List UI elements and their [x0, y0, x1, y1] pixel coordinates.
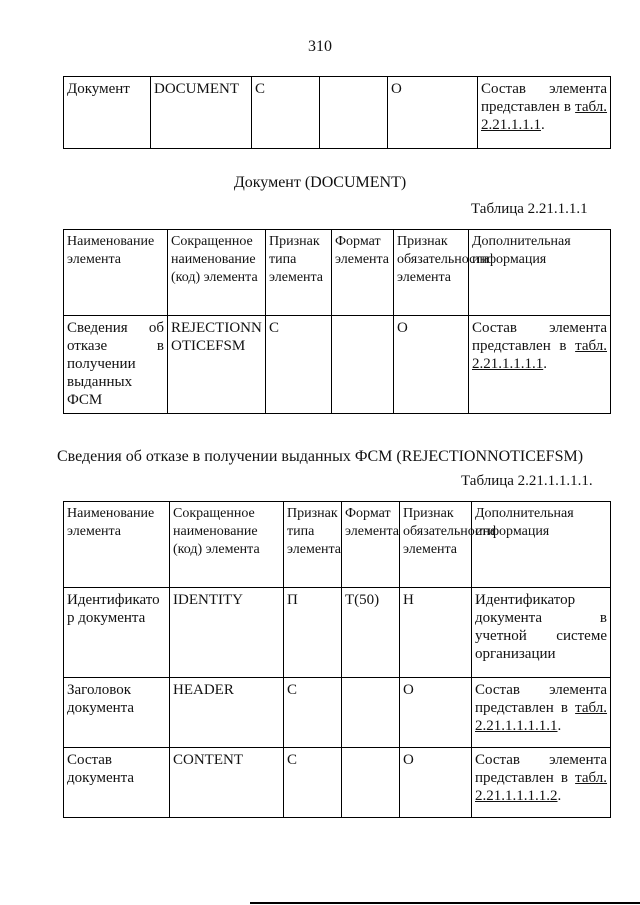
element-name: Идентификатор документа: [64, 588, 170, 678]
header-format: Формат элемента: [342, 502, 400, 588]
element-type: С: [266, 316, 332, 414]
element-type: П: [284, 588, 342, 678]
info-text: Состав элемента представлен в: [481, 81, 607, 115]
element-info: [469, 316, 611, 414]
element-code: DOCUMENT: [151, 77, 252, 149]
element-required: О: [400, 748, 472, 818]
table-number: Таблица 2.21.1.1.1: [471, 201, 588, 217]
element-info: [472, 678, 611, 748]
table-row: [64, 588, 611, 678]
header-code: Сокращенное наименование (код) элемента: [170, 502, 284, 588]
element-required: Н: [400, 588, 472, 678]
table-row: [64, 316, 611, 414]
header-info: Дополнительная информация: [469, 230, 611, 316]
rejection-notice-table: [63, 501, 611, 818]
table-header-row: [64, 230, 611, 316]
element-type: С: [252, 77, 320, 149]
info-text: Состав элемента представлен в: [472, 320, 607, 354]
header-type: Признак типа элемента: [284, 502, 342, 588]
section-title: Документ (DOCUMENT): [233, 174, 407, 191]
element-format: [332, 316, 394, 414]
element-info: [478, 77, 611, 149]
info-suffix: .: [557, 788, 562, 804]
table-header-row: [64, 502, 611, 588]
section-title: Сведения об отказе в получении выданных ФСМ (REJECTIONNOTICEFSM): [56, 448, 584, 465]
element-format: [320, 77, 388, 149]
document-row-table: [63, 76, 611, 149]
element-name: Сведения об отказе в получении выданных ФСМ: [64, 316, 168, 414]
page-edge-line: [250, 902, 640, 904]
element-code: IDENTITY: [170, 588, 284, 678]
element-name: Документ: [64, 77, 151, 149]
element-required: О: [400, 678, 472, 748]
element-name: Состав документа: [64, 748, 170, 818]
element-format: T(50): [342, 588, 400, 678]
element-type: С: [284, 748, 342, 818]
table-row: [64, 748, 611, 818]
document-elements-table: [63, 229, 611, 414]
table-reference-link[interactable]: табл. 2.21.1.1.1.1.2: [475, 770, 608, 804]
header-name: Наименование элемента: [64, 230, 168, 316]
element-code: HEADER: [170, 678, 284, 748]
info-text: Состав элемента представлен в: [475, 752, 607, 786]
page-number: 310: [308, 38, 332, 55]
table-reference-link[interactable]: табл. 2.21.1.1.1.1.1: [475, 700, 608, 734]
header-name: Наименование элемента: [64, 502, 170, 588]
element-code: CONTENT: [170, 748, 284, 818]
element-type: С: [284, 678, 342, 748]
info-suffix: .: [557, 718, 562, 734]
header-required: Признак обязательности элемента: [394, 230, 469, 316]
table-number: Таблица 2.21.1.1.1.1.: [461, 473, 593, 489]
header-required: Признак обязательности элемента: [400, 502, 472, 588]
table-reference-link[interactable]: табл. 2.21.1.1.1.1: [472, 338, 608, 372]
info-text: Состав элемента представлен в: [475, 682, 607, 716]
info-suffix: .: [543, 356, 547, 372]
element-info: [472, 748, 611, 818]
element-required: О: [388, 77, 478, 149]
header-code: Сокращенное наименование (код) элемента: [168, 230, 266, 316]
element-info: Идентификатор документа в учетной системе организации: [472, 588, 611, 678]
element-format: [342, 678, 400, 748]
table-reference-link[interactable]: табл. 2.21.1.1.1: [481, 99, 608, 133]
table-row: [64, 678, 611, 748]
element-code: REJECTIONNOTICEFSM: [168, 316, 266, 414]
info-suffix: .: [541, 117, 545, 133]
element-name: Заголовок документа: [64, 678, 170, 748]
table-row: [64, 77, 611, 149]
element-required: О: [394, 316, 469, 414]
element-format: [342, 748, 400, 818]
header-format: Формат элемента: [332, 230, 394, 316]
header-type: Признак типа элемента: [266, 230, 332, 316]
header-info: Дополнительная информация: [472, 502, 611, 588]
